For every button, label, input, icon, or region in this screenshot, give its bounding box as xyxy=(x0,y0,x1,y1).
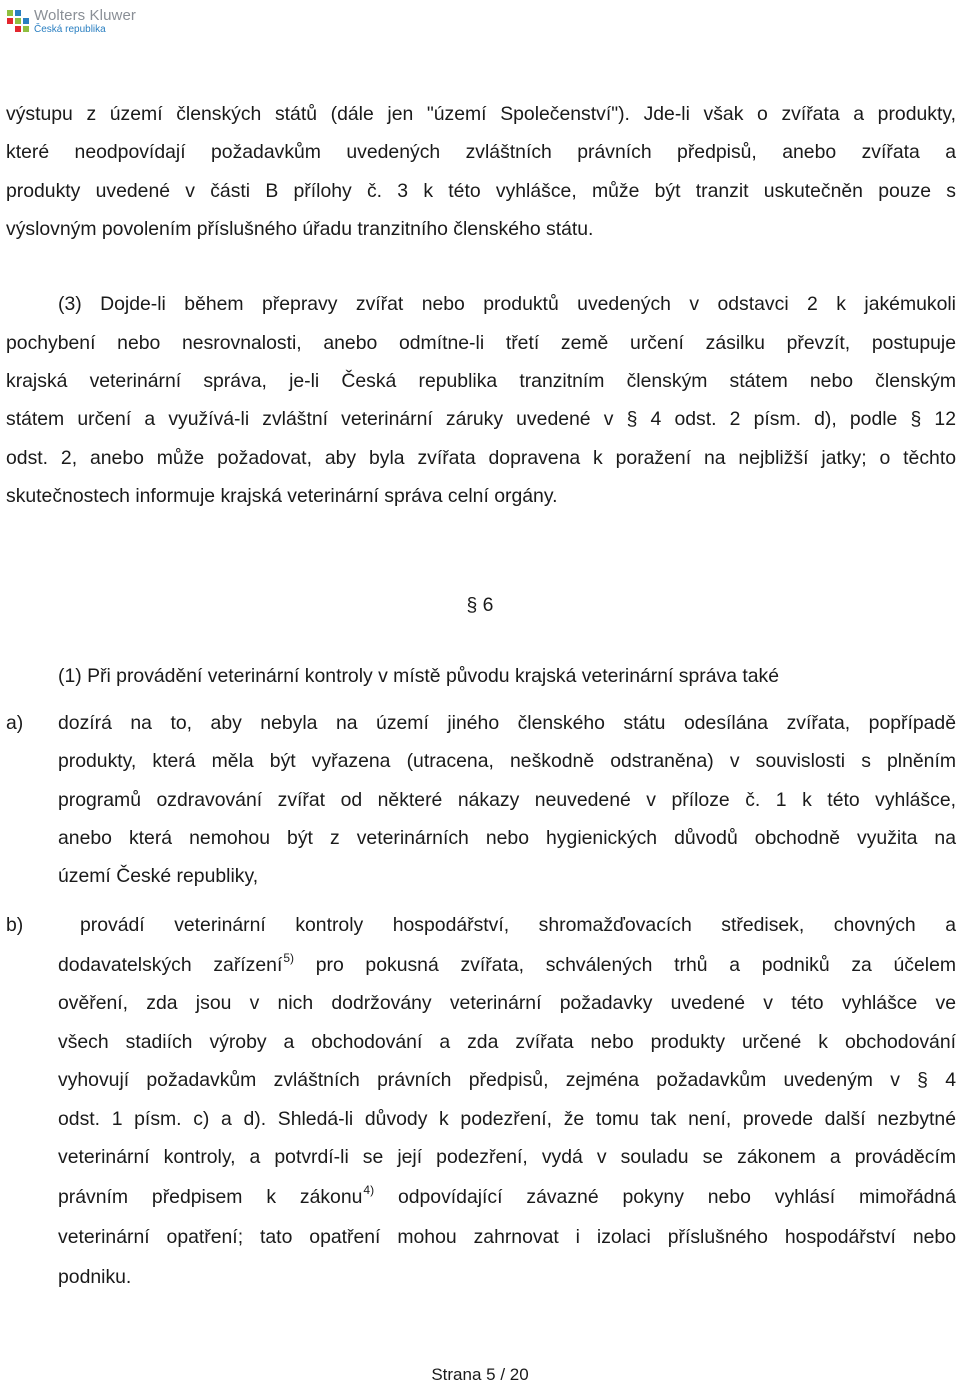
item-b-line-text: právním předpisem k zákonu xyxy=(58,1186,363,1208)
item-b-line-with-footnote xyxy=(58,1185,956,1211)
item-b-line: provádí veterinární kontroly hospodářství, shromažďovacích středisek, chovných a xyxy=(80,914,956,936)
item-b-line: veterinární opatření; tato opatření mohou zahrnovat i izolaci příslušného hospodářství nebo xyxy=(58,1226,956,1248)
item-b-line-with-footnote xyxy=(58,953,956,979)
para1-line: výslovným povolením příslušného úřadu tranzitního členského státu. xyxy=(6,218,594,240)
item-b-line: veterinární kontroly, a potvrdí-li se její podezření, vydá v souladu se zákonem a prováděcím xyxy=(58,1146,956,1168)
item-a-marker: a) xyxy=(6,712,24,734)
item-b-line: ověření, zda jsou v nich dodržovány veterinární požadavky uvedené v této vyhlášce ve xyxy=(58,992,956,1014)
para2-line: skutečnostech informuje krajská veterinární správa celní orgány. xyxy=(6,485,558,507)
page-number: Strana 5 / 20 xyxy=(431,1365,529,1384)
item-b-marker: b) xyxy=(6,914,24,936)
para2-line: pochybení nebo nesrovnalosti, anebo odmítne-li třetí země určení zásilku převzít, postupuje xyxy=(6,332,956,354)
para2-line: odst. 2, anebo může požadovat, aby byla zvířata dopravena k poražení na nejbližší jatky; o těchto xyxy=(6,447,956,469)
item-b-line: podniku. xyxy=(58,1266,132,1288)
para2-line: státem určení a využívá-li zvláštní veterinární záruky uvedené v § 4 odst. 2 písm. d), podle § 12 xyxy=(6,408,956,430)
logo-name: Wolters Kluwer xyxy=(34,6,136,24)
item-a-line: území České republiky, xyxy=(58,865,259,887)
publisher-logo xyxy=(6,6,136,36)
item-a-line: produkty, která měla být vyřazena (utracena, neškodně odstraněna) v souvislosti s plněním xyxy=(58,750,956,772)
item-b-line-text: pro pokusná zvířata, schválených trhů a podniků za účelem xyxy=(294,954,957,976)
wolters-kluwer-logo-icon xyxy=(6,9,30,33)
para3-line: (1) Při provádění veterinární kontroly v místě původu krajská veterinární správa také xyxy=(58,665,780,687)
footnote-ref-5[interactable]: 5) xyxy=(283,951,295,965)
para2-line: (3) Dojde-li během přepravy zvířat nebo produktů uvedených v odstavci 2 k jakémukoli xyxy=(58,293,956,315)
para1-line: produkty uvedené v části B přílohy č. 3 k této vyhlášce, může být tranzit uskutečněn pouze s xyxy=(6,180,956,202)
item-b-line-text: dodavatelských zařízení xyxy=(58,954,283,976)
para2-line: krajská veterinární správa, je-li Česká republika tranzitním členským státem nebo členským xyxy=(6,370,956,392)
section-heading: § 6 xyxy=(466,594,494,616)
item-b-line-text: odpovídající závazné pokyny nebo vyhlásí mimořádná xyxy=(374,1186,956,1208)
item-a-line: anebo která nemohou být z veterinárních nebo hygienických důvodů obchodně využita na xyxy=(58,827,956,849)
item-a-line: dozírá na to, aby nebyla na území jiného členského státu odesílána zvířata, popřípadě xyxy=(58,712,956,734)
item-a-line: programů ozdravování zvířat od některé nákazy neuvedené v příloze č. 1 k této vyhlášce, xyxy=(58,789,956,811)
para1-line: které neodpovídají požadavkům uvedených zvláštních právních předpisů, anebo zvířata a xyxy=(6,141,956,163)
para1-line: výstupu z území členských států (dále jen "území Společenství"). Jde-li však o zvířata a produkty, xyxy=(6,103,956,125)
footnote-ref-4[interactable]: 4) xyxy=(363,1183,375,1197)
item-b-line: vyhovují požadavkům zvláštních právních předpisů, zejména požadavkům uvedeným v § 4 xyxy=(58,1069,956,1091)
item-b-line: odst. 1 písm. c) a d). Shledá-li důvody k podezření, že tomu tak není, provede další nezbytné xyxy=(58,1108,956,1130)
logo-subtitle: Česká republika xyxy=(34,23,106,35)
item-b-line: všech stadiích výroby a obchodování a zda zvířata nebo produkty určené k obchodování xyxy=(58,1031,956,1053)
